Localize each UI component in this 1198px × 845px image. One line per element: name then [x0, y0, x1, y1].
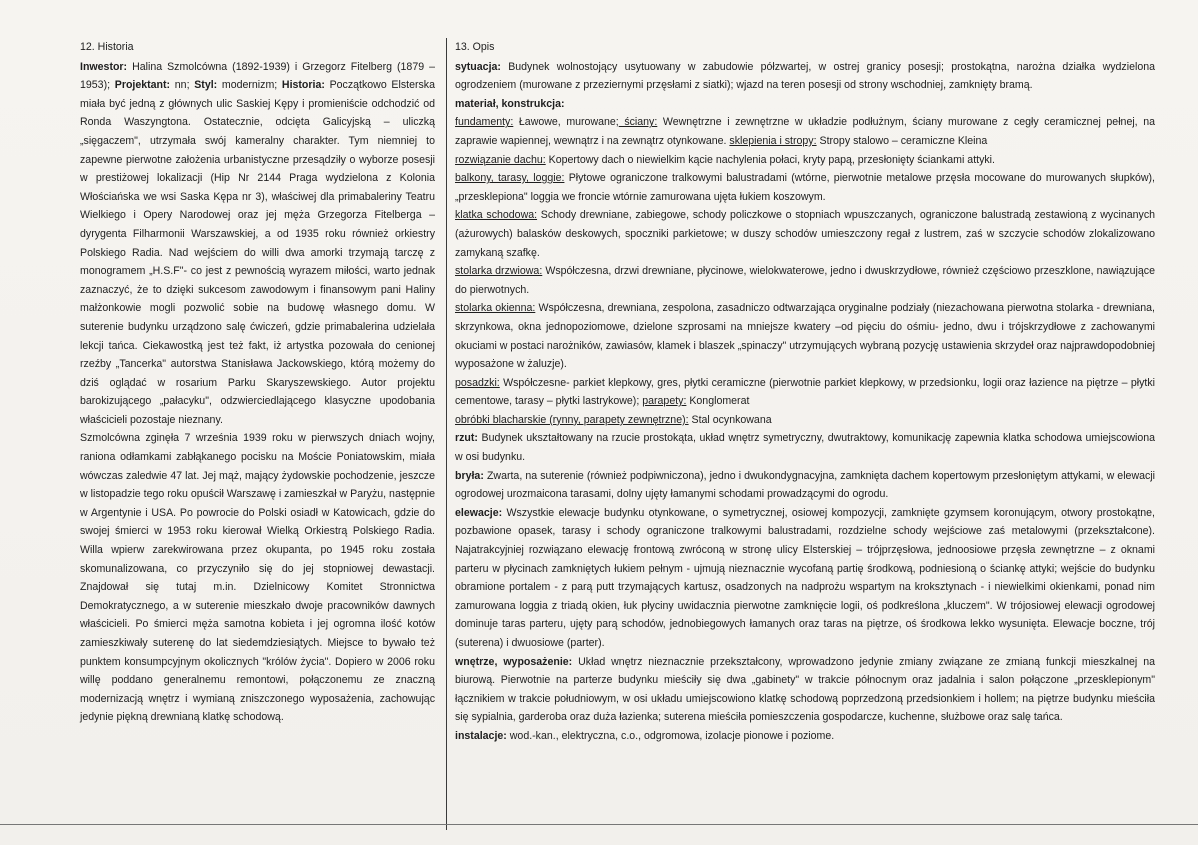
designer-text: nn; — [170, 79, 195, 92]
history-label: Historia: — [281, 79, 325, 92]
investor-label: Inwestor: — [80, 60, 128, 73]
balkony-text: Płytowe ograniczone tralkowymi balustradami (wtórne, pierwotnie metalowe przęsła mocowane do murowanych słupków), „przesklepiona" loggia we froncie wtórnie zamurowana ujęta łukiem koszowym. — [455, 172, 1156, 203]
okna-text: Współczesna, drewniana, zespolona, zasadniczo odtwarzająca oryginalne podziały (niezachowana pierwotna stolarka - drewniana, skrzynkowa, okna jednopoziomowe, dzielone szprosami na mniejsze kwatery –od pięciu do ośmiu- jedno, dwu i trójskrzydłowe z zachowanymi okuciami w postaci narożników, zawiasów, klamek i blaszek „spinaczy" utrzymujących wybraną pozycję ustawienia skrzydeł oraz najprawdopodobniej wyposażone w żaluzje). — [455, 302, 1156, 371]
parapety-text: Konglomerat — [686, 395, 750, 408]
history-paragraph-1 — [80, 58, 435, 430]
dach-text: Kopertowy dach o niewielkim kącie nachylenia połaci, kryty papą, przesłonięty ściankami attyki. — [545, 153, 995, 166]
obrobki-text: Stal ocynkowana — [688, 413, 772, 426]
history-paragraph-2: Szmolcówna zginęła 7 września 1939 roku w pierwszych dniach wojny, raniona odłamkami zabłąkanego pocisku na Moście Poniatowskim, miała wówczas zaledwie 47 lat. Jej mąż, mający żydowskie pochodzenie, jeszcze w listopadzie tego roku opuścił Warszawę i zamieszkał w Paryżu, następnie w Argentynie i USA. Po powrocie do Polski osiadł w Katowicach, gdzie do swojej śmierci w 1953 roku kierował Wielką Orkiestrą Polskiego Radia. Willa wpierw zarekwirowana przez okupanta, po 1945 roku została skomunalizowana, co przyczyniło się do jej stopniowej dewastacji. Znajdował się tutaj m.in. Dzielnicowy Komitet Stronnictwa Demokratycznego, a w suterenie mieszkało dwoje pracowników dawnych właścicieli. Po śmierci męża samotna kobieta i jej ogromna ilość kotów zamieszkiwały suterenę do lat siedemdziesiątych. Miejsce to bywało też punktem konsumpcyjnym okolicznych "królów życia". Dopiero w 2006 roku willę poddano generalnemu remontowi, połączonemu ze znaczną modernizacją wnętrz i wymianą zniszczonego wyposażenia, zachowując jedynie piękną drewnianą klatkę schodową. — [80, 432, 435, 724]
instalacje-paragraph — [455, 727, 1155, 746]
bryla-text: Zwarta, na suterenie (również podpiwniczona), jedno i dwukondygnacyjna, zamknięta dachem kopertowym przesłoniętym attykami, w elewacji ogrodowej urozmaicona tarasami, dolny ujęty łamanymi schodami prowadzącymi do ogrodu. — [455, 469, 1155, 501]
drzwi-text: Współczesna, drzwi drewniane, płycinowe, wielokwaterowe, jedno i dwuskrzydłowe, również częściowo przeszklone, nawiązujące do pierwotnych. — [455, 265, 1155, 296]
history-section-title: 12. Historia — [80, 41, 134, 53]
rzut-paragraph — [455, 429, 1155, 466]
balkony-label: balkony, tarasy, loggie: — [455, 172, 565, 185]
fundamenty-paragraph — [455, 113, 1155, 150]
bryla-paragraph — [455, 467, 1155, 504]
sytuacja-text: Budynek wolnostojący usytuowany w zabudowie półzwartej, w ostrej granicy posesji; prostokątna, narożna działka wydzielona ogrodzeniem (murowane z przeziernymi przęsłami z siatki); wjazd na teren posesji od strony wschodniej, zamknięty bramą. — [455, 60, 1155, 92]
okna-label: stolarka okienna: — [455, 302, 536, 315]
fundamenty-text: Ławowe, murowane; — [513, 116, 619, 129]
posadzki-label: posadzki: — [455, 376, 500, 389]
dach-label: rozwiązanie dachu: — [455, 153, 546, 166]
posadzki-text: Współczesne- parkiet klepkowy, gres, płytki ceramiczne (pierwotnie parkiet klepkowy, w przedsionku, logii oraz łazience na piętrze – płytki cementowe, tarasy – płytki lastrykowe); — [455, 376, 1155, 408]
balkony-paragraph — [455, 169, 1155, 206]
history-text: Początkowo Elsterska miała być jedną z głównych ulic Saskiej Kępy i promieniście odchodzić od Ronda Waszyngtona. Ostatecznie, odcięta Galicyjską – uliczką „sięgaczem", utrzymała swój kameralny charakter. Tym niemniej to zapewne pierwotne założenia urbanistyczne przesądziły o wyborze posesji w prestiżowej lokalizacji (Hip Nr 2144 Praga wydzielona z Kolonia Włościańska we wsi Saska Kępa nr 3), właściwej dla primabaleriny Teatru Wielkiego i Opery Narodowej oraz jej męża Grzegorza Fitelberga – dyrygenta Filharmonii Warszawskiej, a od 1935 roku również orkiestry Polskiego Radia. Nad wejściem do willi dwa amorki trzymają tarczę z monogramem „H.S.F"- co jest z pewnością wyrazem miłości, warto jednak zaznaczyć, że to dzięki sukcesom zawodowym i finansowym pani Haliny małżonkowie mogli pozwolić sobie na budowę własnego domu. W suterenie budynku urządzono salę ćwiczeń, gdzie primabalerina udzielała lekcji tańca. Ciekawostką jest też fakt, iż artystka pozowała do cenionej rzeźby „Tancerka" autorstwa Stanisława Jackowskiego, którą możemy do dziś oglądać w rosarium Parku Skaryszewskiego. Autor projektu barokizującego „pałacyku", odzwierciedlającego klasyczne upodobania właścicieli pozostaje nieznany. — [80, 79, 435, 426]
wnetrze-paragraph — [455, 653, 1155, 727]
sciany-label: ściany: — [618, 116, 658, 129]
instalacje-text: wod.-kan., elektryczna, c.o., odgromowa, izolacje pionowe i poziome. — [506, 729, 835, 742]
dach-paragraph — [455, 151, 1155, 170]
obrobki-paragraph — [455, 411, 1155, 430]
instalacje-label: instalacje: — [455, 729, 507, 742]
sklepienia-text: Stropy stalowo – ceramiczne Kleina — [816, 134, 988, 147]
style-label: Styl: — [194, 79, 218, 92]
klatka-text: Schody drewniane, zabiegowe, schody policzkowe o stopniach wpuszczanych, ograniczone balustradą zestawioną z wycinanych (ażurowych) balasków deskowych, spoczniki parkietowe; w duszy schodów umieszczony regał z lustrem, zaś w szczycie schodów zlokalizowano zamykaną szafkę. — [455, 209, 1156, 259]
klatka-paragraph — [455, 206, 1155, 262]
rzut-label: rzut: — [455, 432, 478, 445]
sytuacja-paragraph — [455, 58, 1155, 95]
sklepienia-label: sklepienia i stropy: — [729, 134, 817, 147]
drzwi-label: stolarka drzwiowa: — [455, 265, 543, 278]
material-heading — [455, 95, 1155, 114]
sciany-text: Wewnętrzne i zewnętrzne w układzie podłużnym, ściany murowane z cegły ceramicznej pełnej, na zaprawie wapiennej, wewnątrz i na zewnątrz otynkowane. — [455, 116, 1156, 147]
wnetrze-text: Układ wnętrz nieznacznie przekształcony, wprowadzono jedynie zmiany związane ze zmianą funkcji mieszkalnej na biurową. Pierwotnie na parterze budynku mieściły się dwa „gabinety" w trakcie północnym oraz jadalnia i salon połączone „przesklepionym" łącznikiem w trakcie południowym, w osi układu umiejscowiono klatkę schodową poprzedzoną przedsionkiem i hollem; na piętrze budynku mieściła się sypialnia, garderoba oraz duża łazienka; suterena mieściła pomieszczenia gospodarcze, kuchenne, służbowe oraz salę tańca. — [455, 655, 1155, 724]
description-section-title: 13. Opis — [455, 41, 495, 53]
klatka-label: klatka schodowa: — [455, 209, 538, 222]
okna-paragraph — [455, 299, 1155, 373]
elewacje-paragraph — [455, 504, 1155, 653]
drzwi-paragraph — [455, 262, 1155, 299]
bryla-label: bryła: — [455, 469, 484, 482]
parapety-label: parapety: — [642, 395, 687, 408]
investor-text: Halina Szmolcówna (1892-1939) i Grzegorz Fitelberg (1879 – 1953); — [80, 60, 435, 92]
style-text: modernizm; — [217, 79, 282, 92]
elewacje-text: Wszystkie elewacje budynku otynkowane, o symetrycznej, osiowej kompozycji, zamknięte gzymsem koronującym, otwory prostokątne, pozbawione opasek, tarasy i schody ograniczone tralkowymi balustradami, rozdzielne schody wejściowe zaś metalowymi (przekształcone). Najatrakcyjniej rozwiązano elewację frontową zwróconą w stronę ulicy Elsterskiej – trójprzęsłowa, jednoosiowe przęsła zewnętrzne – z oknami parteru w płycinach zamkniętych łukiem pełnym - ujmują nieznacznie wycofaną partię środkową, podniesioną o ściankę attyki; wejście do budynku obramione portalem - z parą putt trzymających kartusz, osadzonych na nadprożu wspartym na kroksztynach - i niewielkimi okienkami, ponad nim zamurowana loggia z triadą okien, łuk płyciny uwidacznia pierwotne zamknięcie logii, oś podkreślona „kluczem". W trójosiowej elewacji ogrodowej dominuje taras parteru, ujęty parą schodów, jednobiegowych łamanych oraz taras na piętrze, oś środkowa lekko wysunięta. Elewacje boczne, trój (suterena) i dwuosiowe (parter). — [455, 506, 1155, 649]
fundamenty-label: fundamenty: — [455, 116, 514, 129]
posadzki-paragraph — [455, 374, 1155, 411]
designer-label: Projektant: — [114, 79, 171, 92]
description-column — [455, 38, 1155, 746]
column-divider — [446, 38, 447, 830]
material-label: materiał, konstrukcja: — [455, 97, 565, 110]
page-bottom-rule — [0, 824, 1198, 825]
wnetrze-label: wnętrze, wyposażenie: — [455, 655, 573, 668]
rzut-text: Budynek ukształtowany na rzucie prostokąta, układ wnętrz symetryczny, dwutraktowy, komunikację zapewnia klatka schodowa umiejscowiona w osi budynku. — [455, 432, 1155, 464]
elewacje-label: elewacje: — [455, 506, 503, 519]
sytuacja-label: sytuacja: — [455, 60, 501, 73]
obrobki-label: obróbki blacharskie (rynny, parapety zewnętrzne): — [455, 413, 689, 426]
history-column — [80, 38, 435, 727]
